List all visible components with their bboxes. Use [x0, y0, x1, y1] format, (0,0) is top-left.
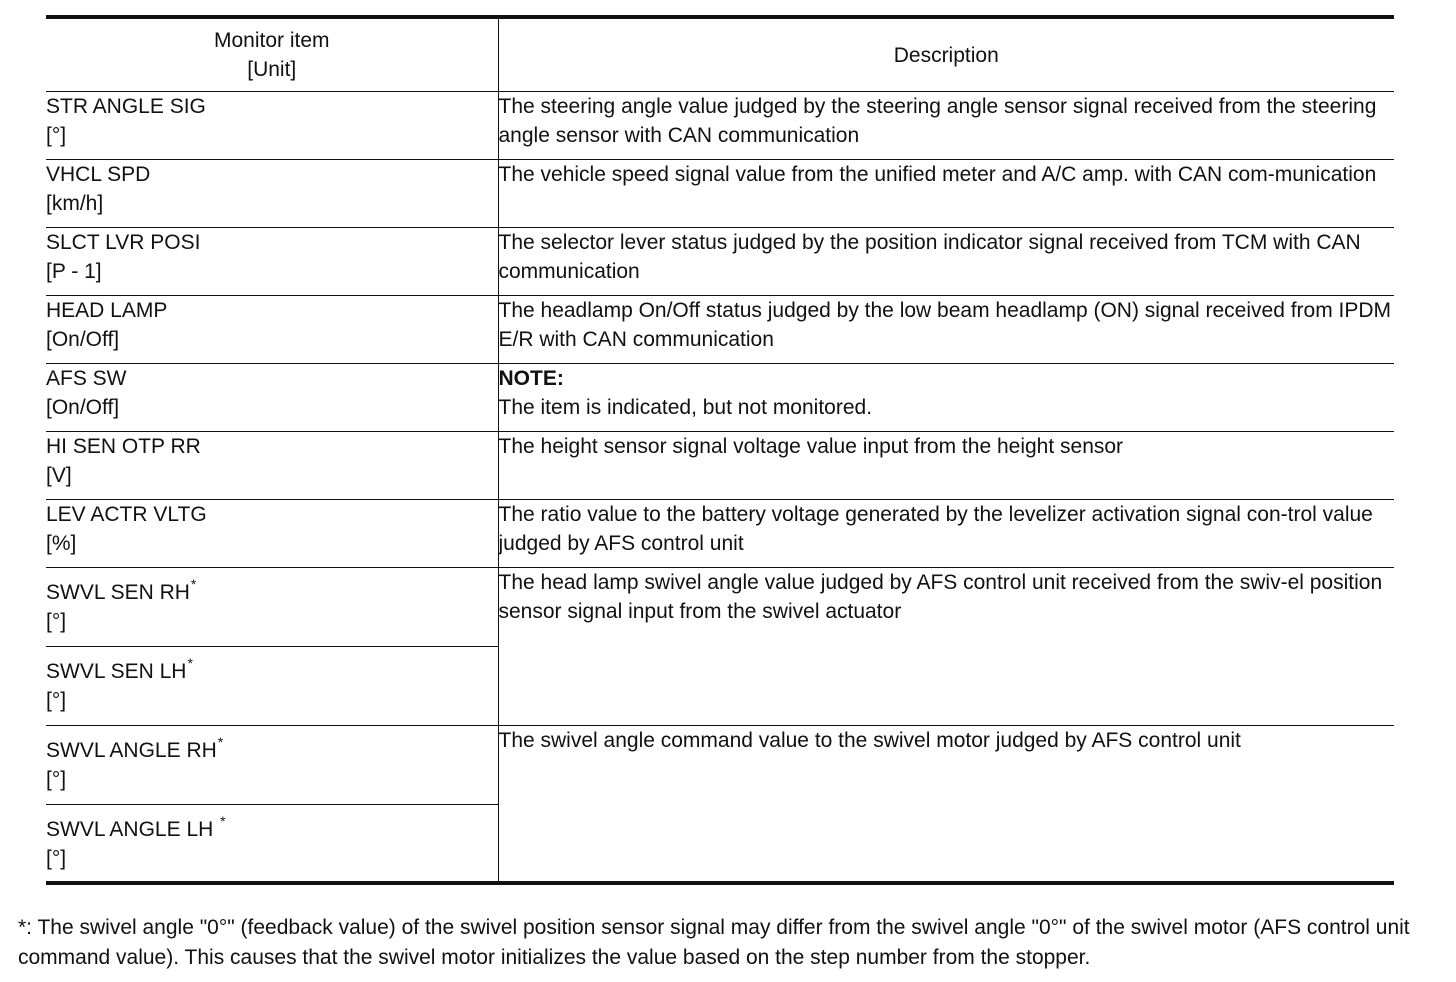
header-unit-label: [Unit] — [247, 58, 297, 81]
monitor-item-unit: [%] — [46, 532, 77, 555]
monitor-item-unit: [°] — [46, 768, 67, 791]
description-cell — [498, 500, 1394, 568]
table-header-row — [46, 17, 1394, 92]
monitor-item-unit: [On/Off] — [46, 396, 120, 419]
asterisk-marker: * — [220, 813, 226, 829]
description-cell — [498, 432, 1394, 500]
header-monitor-item-label: Monitor item — [213, 29, 330, 52]
asterisk-marker: * — [187, 655, 193, 671]
description-text: The ratio value to the battery voltage generated by the levelizer activation signal con-trol value judged by AFS control unit — [498, 503, 1373, 555]
monitor-item-unit: [km/h] — [46, 192, 104, 215]
description-cell — [498, 364, 1394, 432]
monitor-item-cell — [46, 228, 498, 296]
description-text: The headlamp On/Off status judged by the low beam headlamp (ON) signal received from IPDM E/R with CAN communication — [498, 299, 1392, 351]
table-row — [46, 92, 1394, 160]
description-cell — [498, 296, 1394, 364]
monitor-item-cell — [46, 92, 498, 160]
monitor-item-cell — [46, 726, 498, 805]
monitor-item-name: VHCL SPD — [46, 163, 151, 186]
description-cell — [498, 568, 1394, 726]
table-row — [46, 364, 1394, 432]
description-text: The selector lever status judged by the position indicator signal received from TCM with CAN communication — [498, 231, 1361, 283]
description-text: The vehicle speed signal value from the unified meter and A/C amp. with CAN com-munication — [498, 163, 1377, 186]
monitor-item-name: LEV ACTR VLTG — [46, 503, 207, 526]
table-row — [46, 726, 1394, 805]
monitor-item-cell — [46, 500, 498, 568]
monitor-item-name-wrap — [46, 578, 498, 607]
monitor-item-table — [46, 15, 1394, 885]
monitor-item-cell — [46, 568, 498, 647]
monitor-item-name: SWVL ANGLE RH — [46, 739, 217, 762]
monitor-item-name: SWVL SEN LH — [46, 660, 187, 683]
table-row — [46, 432, 1394, 500]
monitor-item-name: SWVL SEN RH — [46, 581, 190, 604]
description-cell — [498, 92, 1394, 160]
header-description-label: Description — [893, 43, 999, 67]
description-cell — [498, 726, 1394, 884]
asterisk-marker: * — [217, 734, 224, 750]
description-text: The steering angle value judged by the steering angle sensor signal received from the steering angle sensor with CAN communication — [498, 95, 1377, 147]
table-row — [46, 296, 1394, 364]
monitor-item-unit: [°] — [46, 847, 67, 870]
monitor-item-cell — [46, 647, 498, 726]
monitor-item-unit: [On/Off] — [46, 328, 120, 351]
monitor-item-cell — [46, 296, 498, 364]
description-cell — [498, 160, 1394, 228]
monitor-item-name: STR ANGLE SIG — [46, 95, 206, 118]
monitor-item-name: AFS SW — [46, 367, 127, 390]
monitor-item-unit: [P - 1] — [46, 260, 102, 283]
monitor-item-unit: [°] — [46, 689, 67, 712]
description-text: The swivel angle command value to the swivel motor judged by AFS control unit — [498, 729, 1241, 752]
monitor-item-name: SWVL ANGLE LH — [46, 818, 220, 841]
asterisk-marker: * — [190, 576, 197, 592]
description-cell — [498, 228, 1394, 296]
description-text: The height sensor signal voltage value input from the height sensor — [498, 435, 1124, 458]
footnote: *: The swivel angle "0°" (feedback value) of the swivel position sensor signal may differ from the swivel angle "0°" of the swivel motor (AFS control unit command value). This causes that the swivel motor initializes the value based on the step number from the stopper. — [18, 916, 1410, 969]
monitor-item-cell — [46, 805, 498, 884]
monitor-item-name: HI SEN OTP RR — [46, 435, 201, 458]
monitor-item-unit: [°] — [46, 610, 67, 633]
monitor-item-name: HEAD LAMP — [46, 299, 168, 322]
table-row — [46, 568, 1394, 647]
table-row — [46, 160, 1394, 228]
monitor-item-name-wrap — [46, 657, 498, 686]
monitor-item-name: SLCT LVR POSI — [46, 231, 201, 254]
monitor-item-name-wrap — [46, 736, 498, 765]
monitor-item-name-wrap — [46, 815, 498, 844]
column-header-monitor-item — [46, 17, 498, 92]
monitor-item-cell — [46, 432, 498, 500]
table-row — [46, 228, 1394, 296]
note-label: NOTE: — [498, 367, 564, 390]
monitor-item-cell — [46, 364, 498, 432]
description-text: The item is indicated, but not monitored. — [498, 396, 873, 419]
monitor-item-unit: [V] — [46, 464, 72, 487]
description-text: The head lamp swivel angle value judged by AFS control unit received from the swiv-el position sensor signal input from the swivel actuator — [498, 571, 1383, 623]
table-row — [46, 500, 1394, 568]
column-header-description — [498, 17, 1394, 92]
monitor-item-unit: [°] — [46, 124, 67, 147]
monitor-item-cell — [46, 160, 498, 228]
